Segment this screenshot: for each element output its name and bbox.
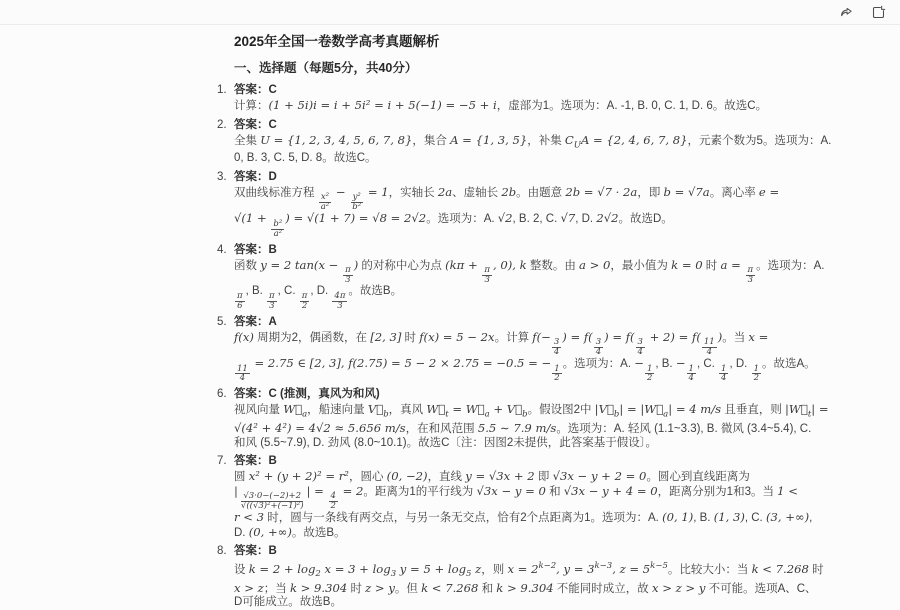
- explanation-line: 视风向量 $W⃗_a$，船速向量 $V⃗_b$，真风 $W⃗_t$ = $W⃗_a$ + $V⃗_b$。假设图2中 $|V⃗_b|$ = $|W⃗_a| = 4$ m/s 且垂直，则 $|W⃗_t|$ =: [234, 402, 829, 420]
- explanation-line: √(1 + $\frac{\text{b²}}{\text{a²}}$ ) = √(1 + 7) = √8 = 2√2。选项为：A. √2, B. 2, C. √7, D. 2√2。故选D。: [234, 211, 673, 239]
- list-item: [217, 454, 813, 540]
- share-button[interactable]: [836, 2, 856, 22]
- explanation-line: $\frac{11}{4}$ = 2.75 ∈ [2, 3], f(2.75) = 5 − 2 × 2.75 = −0.5 = − $\frac{1}{2}$ 。选项为：A. − $\frac{1}{2}$ , B. − $\frac{1}{4}$ , C. $\frac{1}{4}$ , D. $\frac{1}{2}$ 。故选A。: [237, 355, 816, 384]
- answer-label: 4. 答案：B: [217, 243, 277, 256]
- save-note-button[interactable]: [868, 2, 888, 22]
- answer-label: 7. 答案：B: [217, 455, 277, 468]
- share-icon: [839, 5, 854, 20]
- answer-list: [217, 83, 832, 610]
- list-item: [217, 170, 780, 239]
- answer-label: 1. 答案：C: [217, 84, 277, 96]
- explanation-line: D可能成立。故选B。: [234, 596, 342, 609]
- explanation-line: $\frac{\pi}{6}$ , B. $\frac{\pi}{3}$ , C. $\frac{\pi}{2}$ , D. $\frac{4\pi}{3}$ 。故选B。: [237, 285, 403, 311]
- explanation-line: 圆 x² + (y + 2)² = r²，圆心 (0, −2)，直线 y = √3x + 2 即 √3x − y + 2 = 0。圆心到直线距离为: [234, 469, 750, 484]
- answer-label: 2. 答案：C: [217, 118, 277, 131]
- list-item: [217, 387, 829, 450]
- list-item: [217, 243, 825, 311]
- document-body: [217, 34, 832, 610]
- answer-label: 6. 答案：C (推测，真风为和风): [217, 388, 380, 401]
- explanation-line: 0, B. 3, C. 5, D. 8。故选C。: [234, 152, 377, 165]
- answer-label: 3. 答案：D: [217, 170, 277, 183]
- explanation-line: 全集 U = {1, 2, 3, 4, 5, 6, 7, 8}，集合 A = {1, 3, 5}，补集 $C_UA = \{2$, 4, 6, 7, 8}，元素个数为5。选项为：A.: [234, 132, 832, 150]
- explanation-line: | $\frac{√3\cdot 0-(-2)+2}{\text{√((√3)²+(−1)²)}}$ | = $\frac{4}{2}$ = 2。距离为1的平行线为 √3x − y = 0 和 √3x − y + 4 = 0，距离分别为1和3。当 1 <: [234, 483, 798, 512]
- explanation-line: 双曲线标准方程 $\frac{\text{x²}}{\text{a²}}$ − $\frac{\text{y²}}{\text{b²}}$ = 1，实轴长 2a、虚轴长 2b。由题意 2b = √7 · 2a，即 b = √7a。离心率 e =: [234, 184, 780, 213]
- list-item: [217, 83, 768, 114]
- list-item: [217, 315, 816, 384]
- page-title: 2025年全国一卷数学高考真题解析: [234, 34, 440, 49]
- explanation-line: 计算：(1 + 5i)i = i + 5i² = i + 5(−1) = −5 + i，虚部为1。选项为：A. -1, B. 0, C. 1, D. 6。故选C。: [234, 98, 768, 112]
- explanation-line: 设 $k = 2 + \log_2 x = 3 + \log_3 y = 5 + \log_5 z$，则 $x = 2^{k-2}$, $y = 3^{k-3}$, $z = 5^{k-5}$。比较大小：当 k < 7.268 时: [234, 561, 824, 580]
- section-heading: 一、选择题（每题5分，共40分）: [234, 61, 418, 75]
- list-item: [217, 544, 824, 610]
- list-item: [217, 118, 832, 166]
- explanation-line: f(x) 周期为2，偶函数，在 [2, 3] 时 f(x) = 5 − 2x。计算 f(− $\frac{3}{4}$ ) = f( $\frac{3}{4}$ ) = f( $\frac{3}{4}$ + 2) = f( $\frac{11}{4}$ )。当 x =: [234, 329, 769, 358]
- explanation-line: r < 3 时，圆与一条线有两交点，与另一条无交点，恰有2个点距离为1。选项为：A. (0, 1), B. (1, 3), C. (3, +∞),: [234, 510, 813, 525]
- explanation-line: x > z；当 k > 9.304 时 z > y。但 k < 7.268 和 k > 9.304 不能同时成立，故 x > z > y 不可能。选项A、C、: [234, 580, 817, 595]
- answer-label: 5. 答案：A: [217, 315, 277, 328]
- save-note-icon: [871, 5, 886, 20]
- explanation-line: D. (0, +∞)。故选B。: [234, 524, 346, 539]
- explanation-line: 函数 y = 2 tan(x − $\frac{\pi}{3}$ ) 的对称中心为点 (kπ + $\frac{\pi}{3}$ , 0), k 整数。由 a > 0，最小值为 k = 0 时 a = $\frac{\pi}{3}$ 。选项为：A.: [234, 257, 825, 286]
- answer-label: 8. 答案：B: [217, 545, 277, 558]
- top-toolbar: [0, 0, 900, 25]
- explanation-line: 和风 (5.5~7.9), D. 劲风 (8.0~10.1)。故选C〔注：因图2未提供，此答案基于假设〕。: [234, 436, 658, 449]
- explanation-line: √(4² + 4²) = 4√2 ≈ 5.656 m/s，在和风范围 5.5 ∼ 7.9 m/s。选项为：A. 轻风 (1.1~3.3), B. 微风 (3.4~5.4), C.: [234, 421, 812, 436]
